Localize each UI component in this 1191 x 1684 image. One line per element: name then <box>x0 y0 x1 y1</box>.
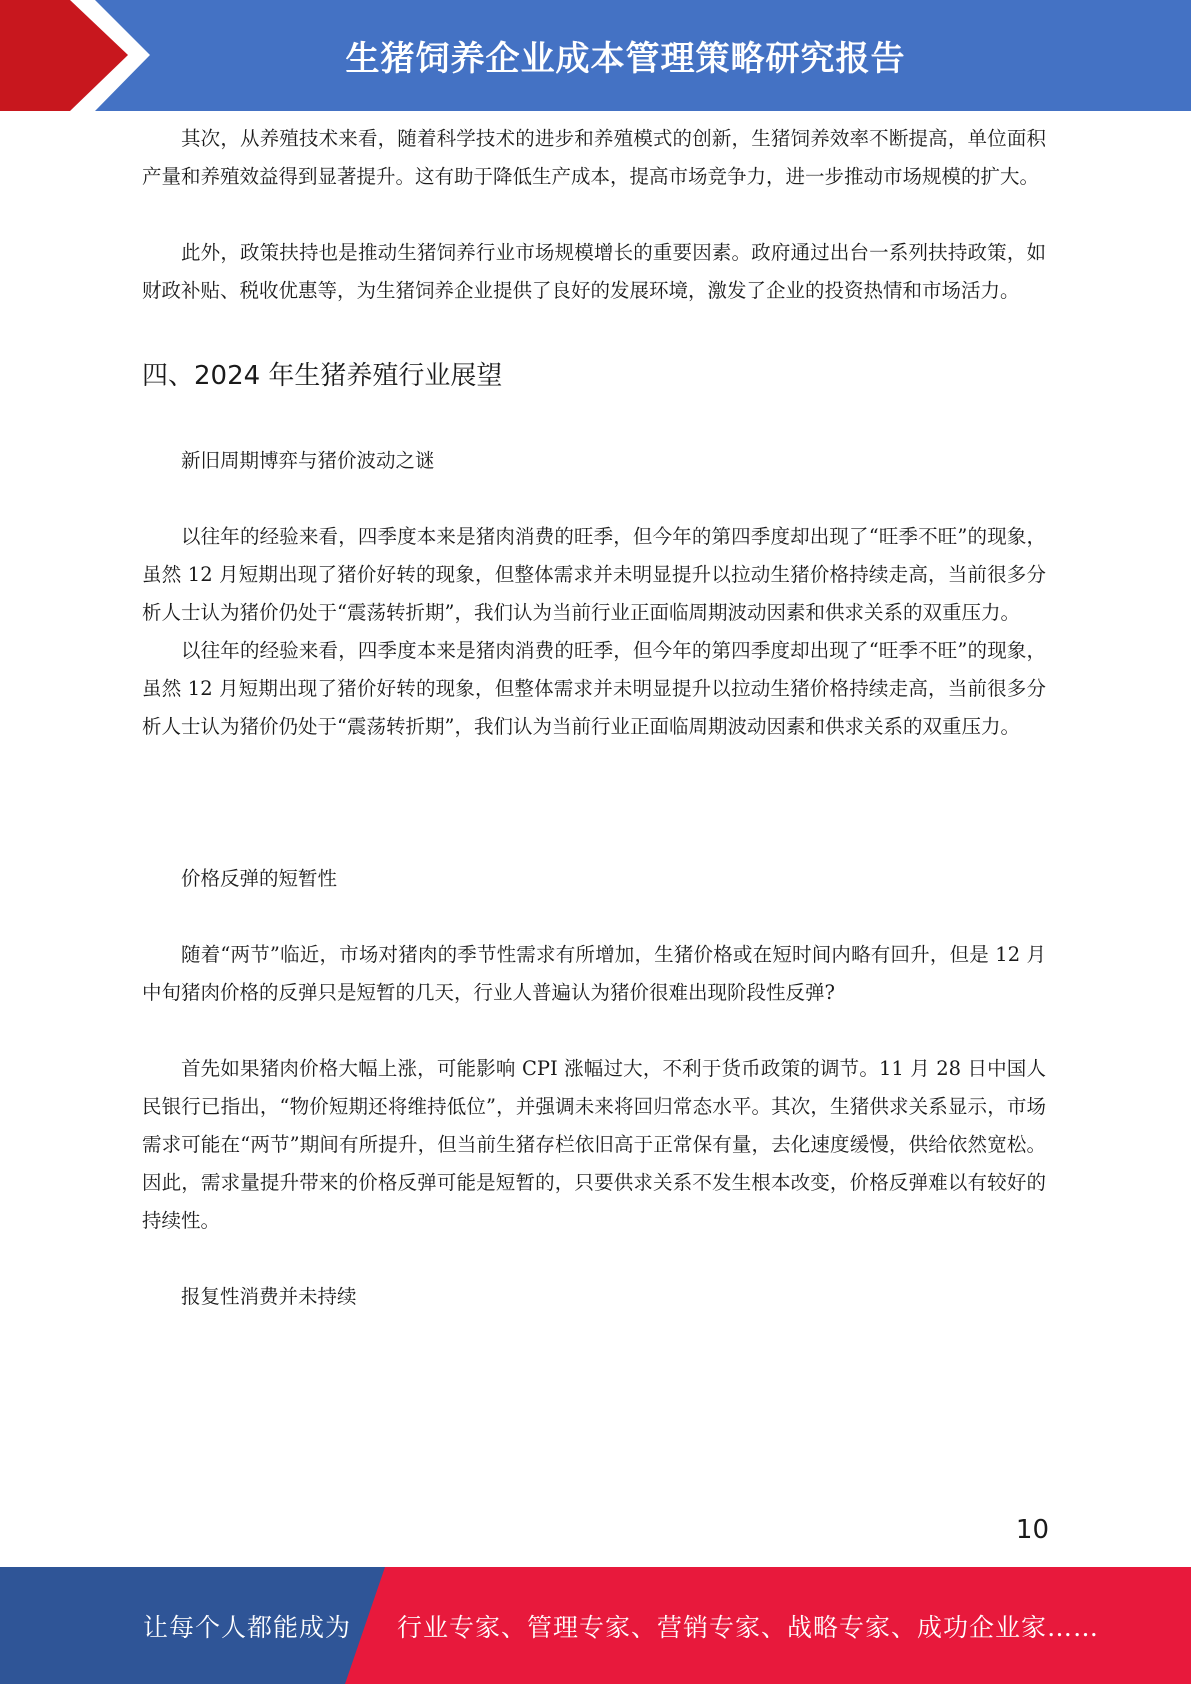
paragraph: 随着“两节”临近，市场对猪肉的季节性需求有所增加，生猪价格或在短时间内略有回升，但是 12 月中旬猪肉价格的反弹只是短暂的几天，行业人普遍认为猪价很难出现阶段性反弹? <box>142 943 1046 1004</box>
footer-slogan-right: 行业专家、管理专家、营销专家、战略专家、成功企业家…… <box>397 1612 1100 1642</box>
section-heading: 四、2024 年生猪养殖行业展望 <box>142 361 503 391</box>
subheading: 新旧周期博弈与猪价波动之谜 <box>181 449 435 472</box>
page-footer <box>0 1567 1191 1684</box>
page-number: 10 <box>1015 1515 1049 1545</box>
footer-slogan-left: 让每个人都能成为 <box>143 1612 352 1642</box>
report-title: 生猪饲养企业成本管理策略研究报告 <box>345 39 906 79</box>
subheading: 价格反弹的短暂性 <box>181 867 338 890</box>
paragraph: 此外，政策扶持也是推动生猪饲养行业市场规模增长的重要因素。政府通过出台一系列扶持政策，如财政补贴、税收优惠等，为生猪饲养企业提供了良好的发展环境，激发了企业的投资热情和市场活力。 <box>142 241 1046 302</box>
page-header <box>0 0 1191 111</box>
paragraph: 以往年的经验来看，四季度本来是猪肉消费的旺季，但今年的第四季度却出现了“旺季不旺”的现象，虽然 12 月短期出现了猪价好转的现象，但整体需求并未明显提升以拉动生猪价格持续走高，当前很多分析人士认为猪价仍处于“震荡转折期”，我们认为当前行业正面临周期波动因素和供求关系的双重压力。 <box>142 639 1046 738</box>
paragraph: 以往年的经验来看，四季度本来是猪肉消费的旺季，但今年的第四季度却出现了“旺季不旺”的现象，虽然 12 月短期出现了猪价好转的现象，但整体需求并未明显提升以拉动生猪价格持续走高，当前很多分析人士认为猪价仍处于“震荡转折期”，我们认为当前行业正面临周期波动因素和供求关系的双重压力。 <box>142 525 1046 624</box>
subheading: 报复性消费并未持续 <box>181 1285 357 1308</box>
paragraph: 其次，从养殖技术来看，随着科学技术的进步和养殖模式的创新，生猪饲养效率不断提高，单位面积产量和养殖效益得到显著提升。这有助于降低生产成本，提高市场竞争力，进一步推动市场规模的扩大。 <box>142 127 1046 188</box>
main-content <box>142 120 1046 1316</box>
paragraph: 首先如果猪肉价格大幅上涨，可能影响 CPI 涨幅过大，不利于货币政策的调节。11 月 28 日中国人民银行已指出，“物价短期还将维持低位”，并强调未来将回归常态水平。其次，生猪供求关系显示，市场需求可能在“两节”期间有所提升，但当前生猪存栏依旧高于正常保有量，去化速度缓慢，供给依然宽松。因此，需求量提升带来的价格反弹可能是短暂的，只要供求关系不发生根本改变，价格反弹难以有较好的持续性。 <box>142 1057 1046 1232</box>
